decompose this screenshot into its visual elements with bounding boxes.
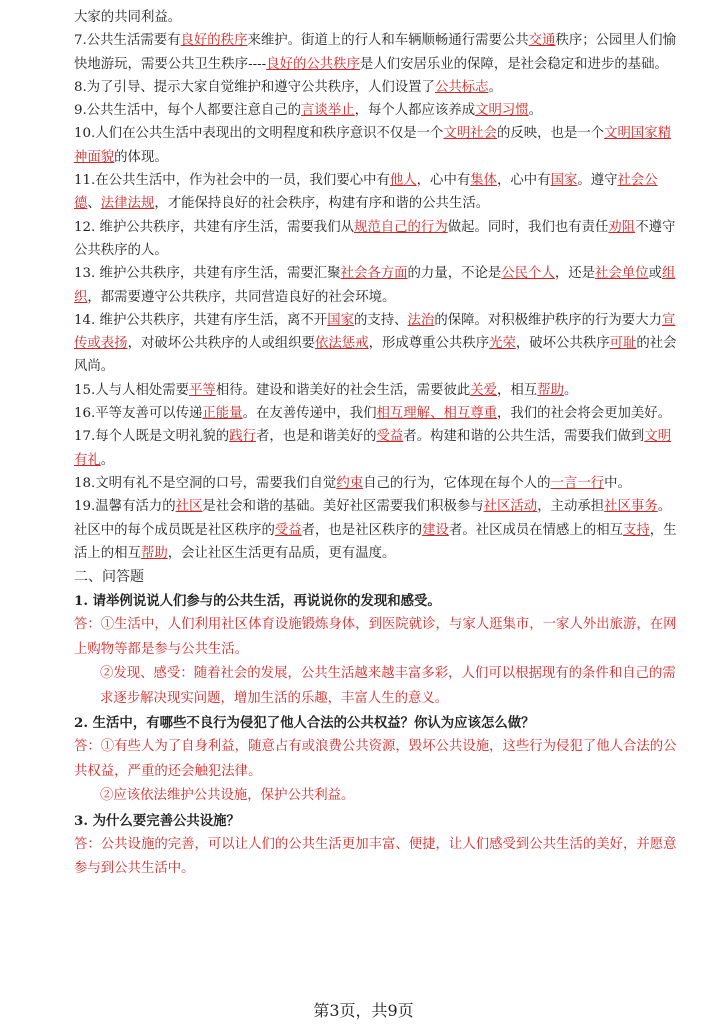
question: 2. 生活中，有哪些不良行为侵犯了他人合法的公共权益？你认为应该怎么做？ xyxy=(74,715,535,732)
text-segment: 18.文明有礼不是空洞的口号，需要我们自觉 xyxy=(74,475,337,491)
answer-blank: 社区 xyxy=(175,499,203,515)
text-segment: 、 xyxy=(87,196,101,212)
answer-blank: 光荣 xyxy=(489,336,516,352)
text-segment: 12. 维护公共秩序，共建有序生活，需要我们从 xyxy=(74,219,354,235)
answer-blank: 文明国家精神面貌 xyxy=(74,126,672,165)
answer-blank: 社会公德 xyxy=(74,173,658,212)
text-segment: 者，也是和谐美好的 xyxy=(255,429,377,445)
answer: 答：①生活中，人们利用社区体育设施锻炼身体，到医院就诊，与家人逛集市，一家人外出旅游，在网上购物等都是参与公共生活。 xyxy=(74,617,677,657)
fill-in-item xyxy=(74,379,677,402)
text-segment: 秩序；公园里人们愉快地游玩，需要公共卫生秩序---- xyxy=(74,33,676,72)
text-segment: ，对破坏公共秩序的人或组织要 xyxy=(127,336,316,352)
answer-blank: 社会各方面 xyxy=(340,266,408,282)
text-segment: 大家的共同利益。 xyxy=(74,10,182,25)
text-segment: ，每个人都应该养成 xyxy=(354,103,476,119)
question: 1. 请举例说说人们参与的公共生活，再说说你的发现和感受。 xyxy=(74,593,441,610)
answer-blank: 帮助 xyxy=(140,545,168,561)
answer-blank: 法律法规 xyxy=(100,196,155,212)
answer: 答：公共设施的完善，可以让人们的公共生活更加丰富、便捷，让人们感受到公共生活的美好，并愿意参与到公共生活中。 xyxy=(74,836,677,877)
fill-in-item xyxy=(74,29,677,76)
text-segment: 者。构建和谐的公共生活，需要我们做到 xyxy=(403,429,645,445)
fill-in-section xyxy=(74,6,677,565)
fill-in-item xyxy=(74,6,677,29)
text-segment: 的社会风尚。 xyxy=(74,336,677,375)
text-segment: ，主动承担 xyxy=(537,499,605,515)
text-segment: 。 xyxy=(100,452,115,468)
fill-in-item xyxy=(74,169,677,216)
answer-blank: 文明有礼 xyxy=(74,429,672,468)
text-segment: 或 xyxy=(648,266,662,282)
answer-blank: 交通 xyxy=(528,33,556,49)
answer-blank: 践行 xyxy=(229,429,256,445)
text-segment: 中。 xyxy=(604,475,631,491)
answer-blank: 社会单位 xyxy=(595,266,649,282)
text-segment: 的力量，不论是 xyxy=(407,266,502,282)
answer-blank: 集体 xyxy=(470,173,498,189)
answer-blank: 言谈举止 xyxy=(301,103,355,119)
answer-blank: 文明社会 xyxy=(443,126,498,142)
page-footer: 第3页，共9页 xyxy=(313,1001,414,1020)
answer-blank: 正能量 xyxy=(202,406,243,422)
answer-blank: 组织 xyxy=(74,266,676,305)
answer-blank: 法治 xyxy=(407,312,435,328)
text-segment: 不遵守公共秩序的人。 xyxy=(74,219,676,258)
text-segment: 的保障。对积极维护秩序的行为要大力 xyxy=(434,312,662,328)
fill-in-item xyxy=(74,309,677,379)
answer-blank: 建设 xyxy=(422,522,449,538)
answer: ②发现、感受：随着社会的发展，公共生活越来越丰富多彩，人们可以根据现有的条件和自己的需求逐步解决现实问题，增加生活的乐趣，丰富人生的意义。 xyxy=(100,666,676,706)
fill-in-item xyxy=(74,425,677,472)
answer-blank: 关爱 xyxy=(470,382,498,398)
fill-in-item xyxy=(74,495,677,565)
text-segment: ，都需要遵守公共秩序，共同营造良好的社会环境。 xyxy=(87,289,396,305)
answer-blank: 公共标志 xyxy=(434,79,489,95)
answer-blank: 国家 xyxy=(550,173,578,189)
text-segment: 者。社区成员在情感上的相互 xyxy=(448,522,624,538)
text-segment: 9.公共生活中，每个人都要注意自己的 xyxy=(74,103,302,119)
text-segment: 的反映，也是一个 xyxy=(497,126,605,142)
answer-blank: 社区活动 xyxy=(483,499,538,515)
text-segment: ，生活上的相互 xyxy=(74,522,677,561)
text-segment: 者，也是社区秩序的 xyxy=(301,522,423,538)
answer-blank: 受益 xyxy=(274,522,302,538)
answer-blank: 相互理解、相互尊重 xyxy=(376,406,498,422)
text-segment: ，破坏公共秩序 xyxy=(515,336,610,352)
fill-in-item xyxy=(74,216,677,263)
text-segment: ，才能保持良好的社会秩序，构建有序和谐的公共生活。 xyxy=(154,196,490,212)
answer-blank: 公民个人 xyxy=(501,266,555,282)
answer-blank: 劝阻 xyxy=(608,219,636,235)
answer: ②应该依法维护公共设施，保护公共利益。 xyxy=(100,788,355,804)
text-segment: 。 xyxy=(563,382,578,398)
text-segment: ，心中有 xyxy=(416,173,471,189)
text-segment: 。在友善传递中，我们 xyxy=(242,406,377,422)
answer-blank: 可耻 xyxy=(609,336,637,352)
answer-blank: 一言一行 xyxy=(550,475,605,491)
fill-in-item xyxy=(74,262,677,309)
text-segment: 是社会和谐的基础。美好社区需要我们积极参与 xyxy=(202,499,484,515)
answer-blank: 良好的秩序 xyxy=(180,33,248,49)
text-segment: 19.温馨有活力的 xyxy=(74,499,176,515)
answer-blank: 他人 xyxy=(389,173,417,189)
question: 3. 为什么要完善公共设施？ xyxy=(74,812,240,829)
answer-blank: 受益 xyxy=(376,429,404,445)
fill-in-item xyxy=(74,402,677,425)
text-segment: 。 xyxy=(488,79,502,95)
answer-blank: 支持 xyxy=(623,522,650,538)
text-segment: 。社区中的每个成员既是社区秩序的 xyxy=(74,499,672,538)
qa-section xyxy=(74,589,677,882)
text-segment: 11.在公共生活中，作为社会中的一员，我们要心中有 xyxy=(74,173,390,189)
answer-blank: 约束 xyxy=(336,475,364,491)
answer-blank: 帮助 xyxy=(537,382,564,398)
text-segment: 是人们安居乐业的保障，是社会稳定和进步的基础。 xyxy=(359,56,668,72)
text-segment: ，形成尊重公共秩序 xyxy=(368,336,490,352)
answer-blank: 平等 xyxy=(189,382,216,398)
section-title: 二、问答题 xyxy=(74,569,144,586)
text-segment: 17.每个人既是文明礼貌的 xyxy=(74,429,230,445)
answer-blank: 依法惩戒 xyxy=(315,336,369,352)
answer-blank: 宣传或表扬 xyxy=(74,312,676,352)
answer-blank: 社区事务 xyxy=(604,499,658,515)
text-segment: ，还是 xyxy=(554,266,596,282)
text-segment: 相待。建设和谐美好的社会生活，需要彼此 xyxy=(215,382,471,398)
text-segment: 8.为了引导、提示大家自觉维护和遵守公共秩序，人们设置了 xyxy=(74,79,435,95)
answer-blank: 国家 xyxy=(327,312,354,328)
text-segment: ，我们的社会将会更加美好。 xyxy=(497,406,672,422)
answer-blank: 良好的公共秩序 xyxy=(266,56,360,72)
text-segment: 。 xyxy=(528,103,543,119)
text-segment: 13. 维护公共秩序，共建有序生活，需要汇聚 xyxy=(74,266,341,282)
text-segment: 的支持、 xyxy=(353,312,408,328)
text-segment: 7.公共生活需要有 xyxy=(74,33,181,49)
text-segment: 14. 维护公共秩序，共建有序生活，离不开 xyxy=(74,312,328,328)
fill-in-item xyxy=(74,99,677,122)
text-segment: 来维护。街道上的行人和车辆顺畅通行需要公共 xyxy=(247,33,529,49)
text-segment: 10.人们在公共生活中表现出的文明程度和秩序意识不仅是一个 xyxy=(74,126,444,142)
text-segment: 做起。同时，我们也有责任 xyxy=(447,219,609,235)
fill-in-item xyxy=(74,472,677,495)
text-segment: 15.人与人相处需要 xyxy=(74,382,190,398)
fill-in-item xyxy=(74,76,677,99)
answer-blank: 文明习惯 xyxy=(475,103,529,119)
text-segment: ，会让社区生活更有品质，更有温度。 xyxy=(167,545,396,561)
answer: 答：①有些人为了自身利益，随意占有或浪费公共资源，毁坏公共设施，这些行为侵犯了他人合法的公共权益，严重的还会触犯法律。 xyxy=(74,739,677,779)
text-segment: 。遵守 xyxy=(577,173,618,189)
fill-in-item xyxy=(74,122,677,169)
text-segment: 16.平等友善可以传递 xyxy=(74,406,203,422)
text-segment: ，相互 xyxy=(497,382,538,398)
text-segment: 的体现。 xyxy=(114,149,168,165)
text-segment: 自己的行为，它体现在每个人的 xyxy=(363,475,551,491)
answer-blank: 规范自己的行为 xyxy=(353,219,448,235)
text-segment: ，心中有 xyxy=(497,173,551,189)
